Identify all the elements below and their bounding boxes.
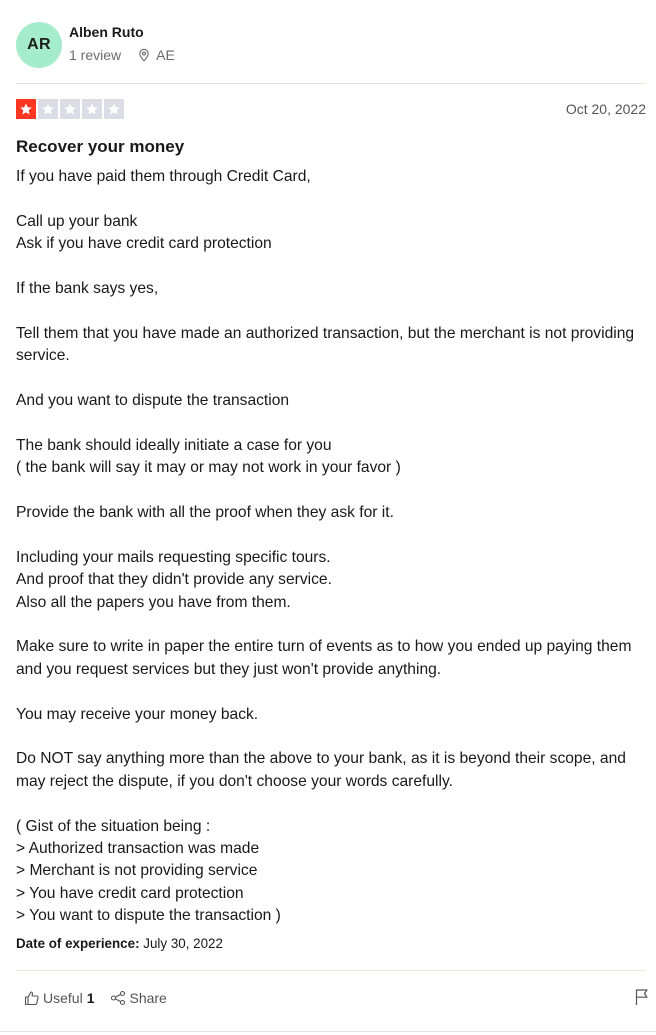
rating-row (16, 99, 646, 121)
useful-label: Useful (43, 990, 83, 1006)
location-pin-icon (137, 48, 151, 62)
thumbs-up-icon (24, 990, 40, 1006)
star-filled-icon (16, 99, 36, 119)
star-rating (16, 99, 646, 119)
paragraph-gap (16, 256, 646, 278)
avatar[interactable]: AR (16, 22, 62, 68)
star-empty-icon (104, 99, 124, 119)
paragraph-gap (16, 188, 646, 210)
date-of-experience (16, 935, 223, 953)
share-icon (110, 990, 126, 1006)
review-paragraph: If the bank says yes, (16, 280, 159, 297)
paragraph-gap (16, 368, 646, 390)
review-paragraph: Make sure to write in paper the entire turn of events as to how you ended up paying them and you request services but they just won't provide anything. (16, 638, 636, 678)
review-paragraph: If you have paid them through Credit Card, (16, 168, 311, 185)
review-paragraph: Provide the bank with all the proof when they ask for it. (16, 504, 394, 521)
share-label: Share (129, 990, 167, 1006)
flag-icon[interactable] (634, 988, 650, 1006)
reviewer-meta (69, 46, 175, 64)
useful-count: 1 (86, 990, 95, 1006)
paragraph-gap (16, 793, 646, 815)
share-button[interactable] (102, 986, 174, 1010)
reviewer-info (69, 23, 175, 64)
reviewer-header (16, 22, 175, 68)
star-empty-icon (82, 99, 102, 119)
paragraph-gap (16, 614, 646, 636)
divider (0, 1031, 656, 1032)
reviewer-country: AE (156, 46, 175, 63)
review-actions (16, 984, 650, 1012)
experience-date: July 30, 2022 (143, 936, 223, 951)
paragraph-gap (16, 300, 646, 322)
experience-label: Date of experience: (16, 936, 140, 951)
review-title[interactable]: Recover your money (16, 137, 185, 156)
review-paragraph: You may receive your money back. (16, 705, 259, 723)
review-paragraph: The bank should ideally initiate a case for you ( the bank will say it may or may not work in your favor ) (16, 436, 401, 477)
paragraph-gap (16, 524, 646, 546)
reviewer-name[interactable]: Alben Ruto (69, 23, 144, 40)
star-empty-icon (60, 99, 80, 119)
review-paragraph: Tell them that you have made an authorized transaction, but the merchant is not providing service. (16, 324, 639, 365)
paragraph-gap (16, 412, 646, 434)
divider (16, 83, 646, 84)
review-paragraph: Call up your bank Ask if you have credit card protection (16, 212, 272, 253)
review-date: Oct 20, 2022 (565, 101, 646, 117)
review-paragraph: ( Gist of the situation being : > Authorized transaction was made > Merchant is not providing service > You have credit card protection > You want to dispute the transaction ) (16, 817, 281, 925)
paragraph-gap (16, 681, 646, 703)
review-paragraph: Do NOT say anything more than the above to your bank, as it is beyond their scope, and may reject the dispute, if you don't choose your words carefully. (16, 750, 631, 790)
star-empty-icon (38, 99, 58, 119)
paragraph-gap (16, 726, 646, 748)
review-paragraph: Including your mails requesting specific tours. And proof that they didn't provide any service. Also all the papers you have from them. (16, 548, 332, 611)
review-paragraph: And you want to dispute the transaction (16, 392, 290, 409)
divider (16, 970, 646, 971)
useful-button[interactable] (16, 986, 102, 1010)
review-body (16, 166, 646, 928)
paragraph-gap (16, 480, 646, 502)
review-count: 1 review (69, 46, 122, 63)
